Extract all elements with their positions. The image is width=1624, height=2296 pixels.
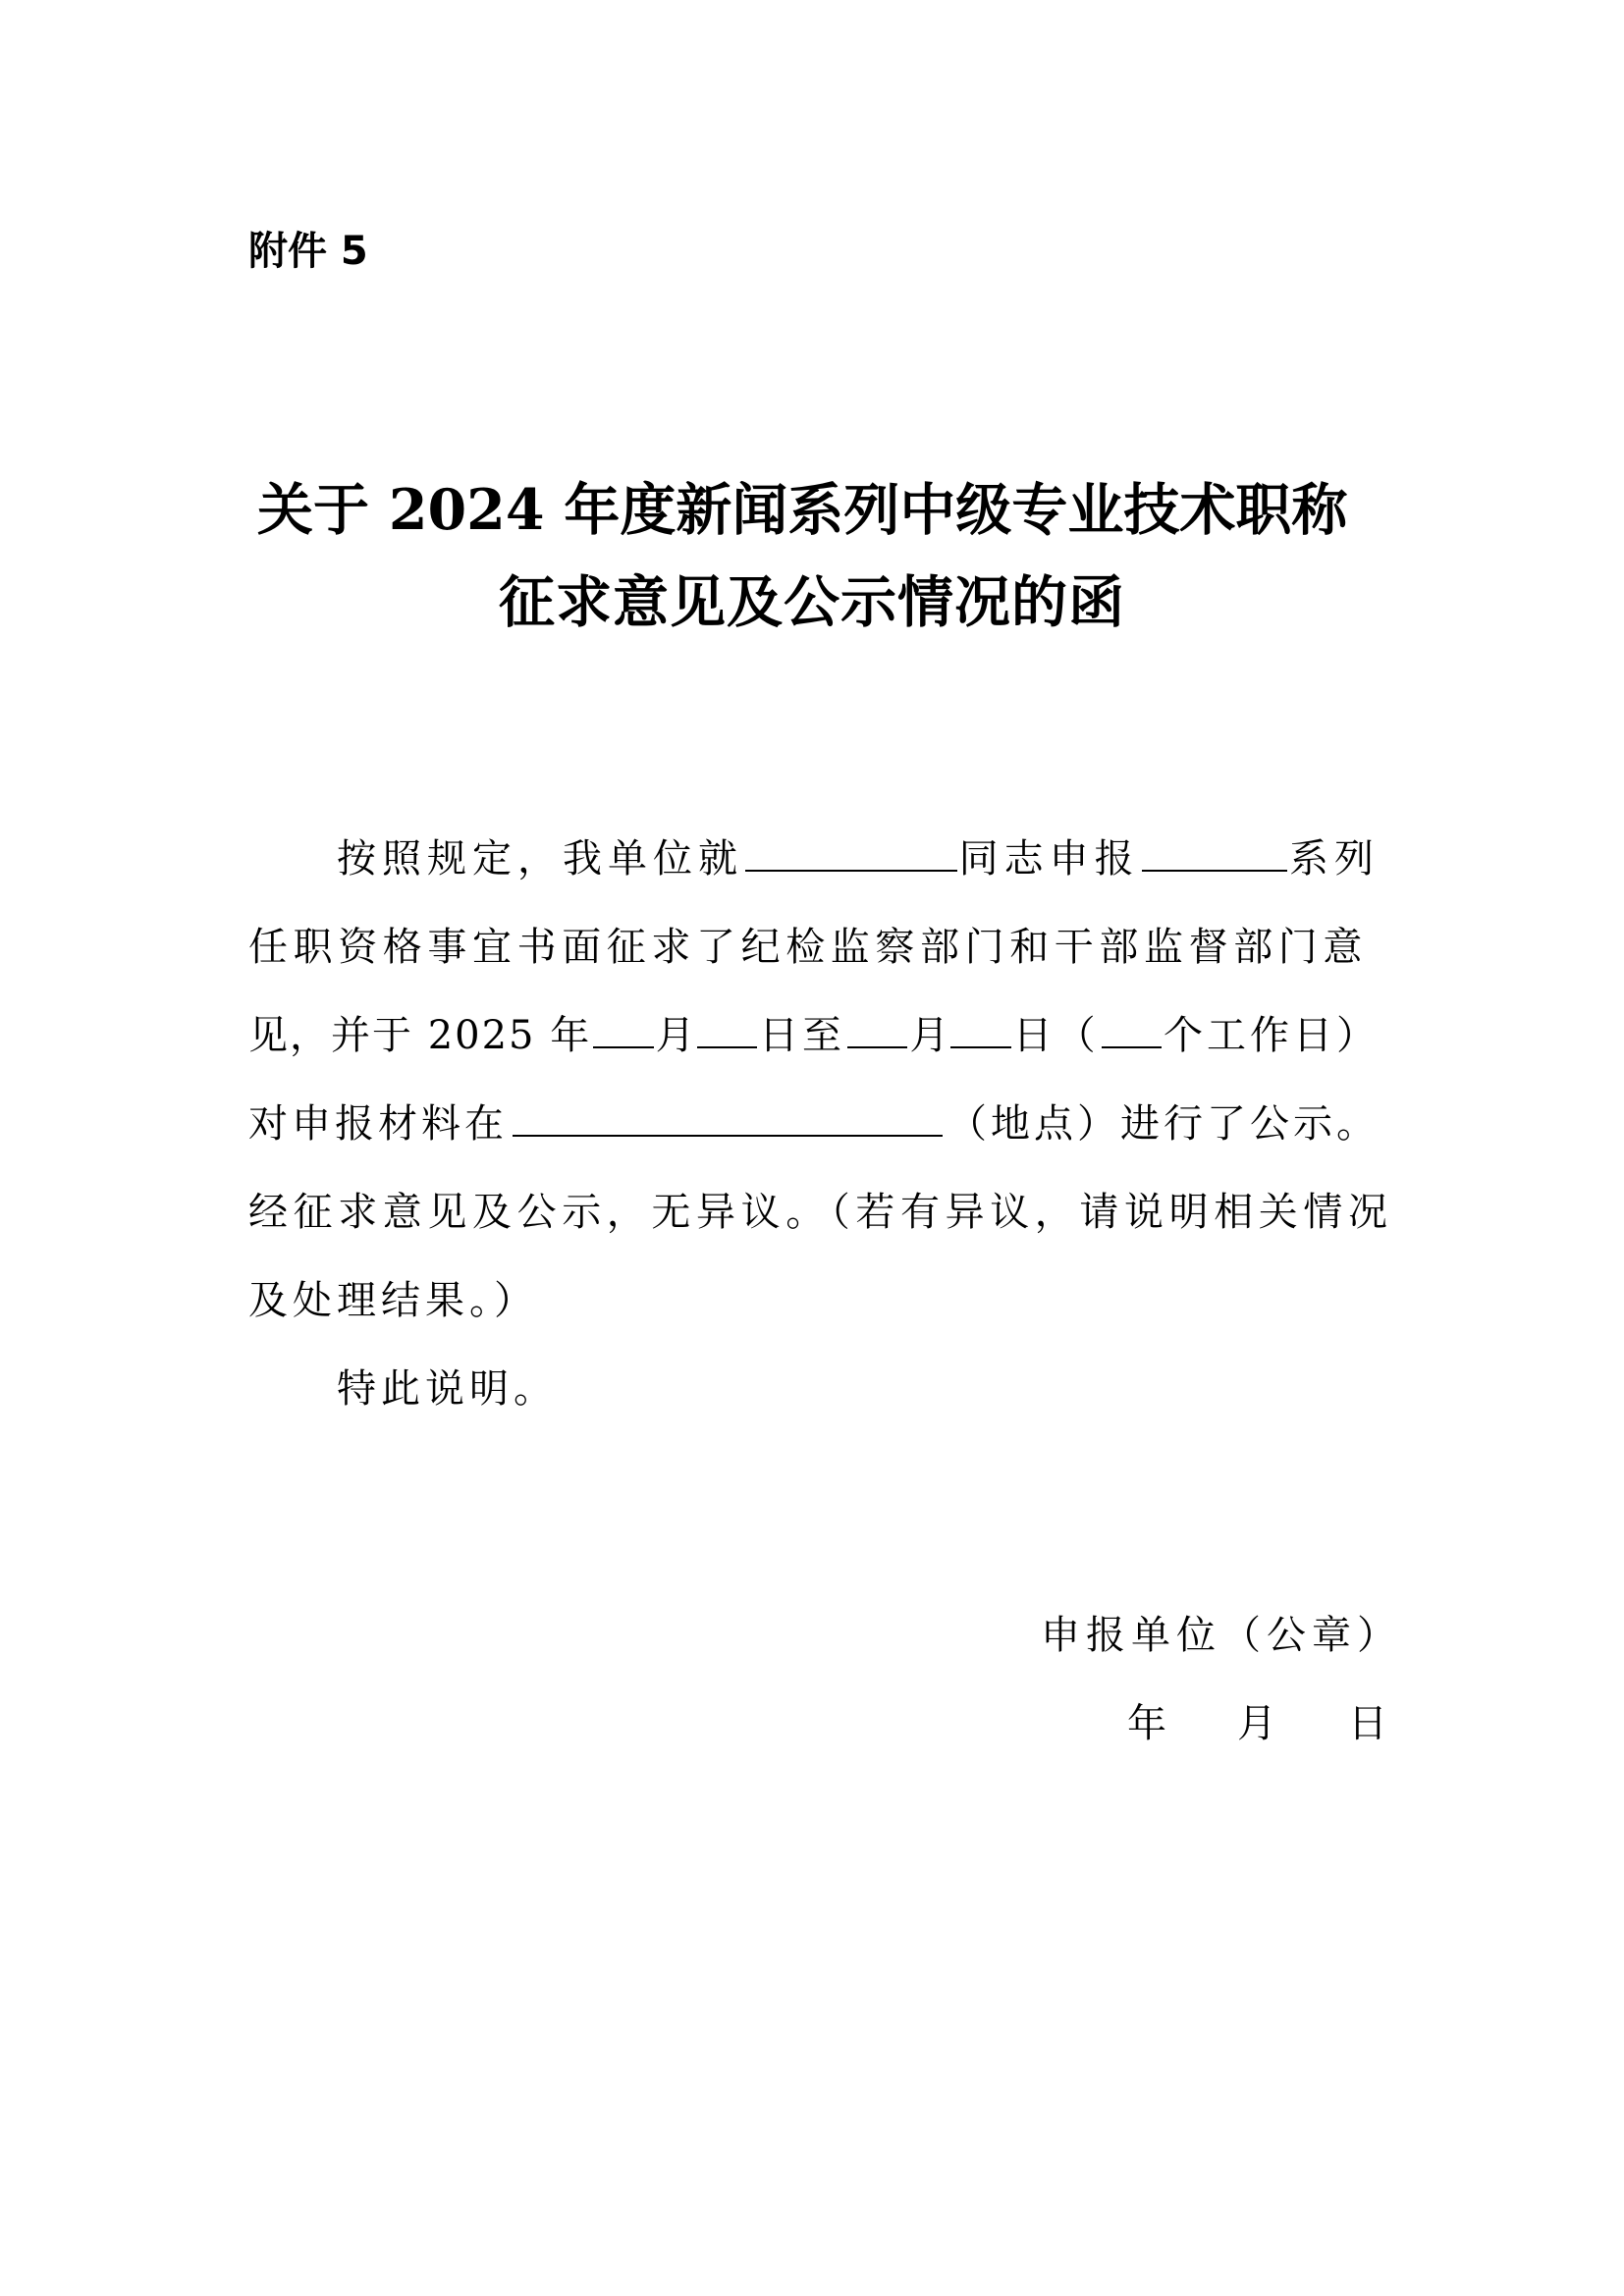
start-month-blank[interactable] — [593, 1007, 653, 1048]
body-line-6: 及处理结果。） — [248, 1278, 538, 1323]
end-day-blank[interactable] — [950, 1007, 1010, 1048]
body-text: 对申报材料在 — [248, 1101, 508, 1147]
name-blank[interactable] — [745, 830, 957, 872]
body-line-3 — [248, 1006, 1380, 1065]
body-text: 个工作日） — [1164, 1013, 1380, 1058]
body-line-1 — [248, 829, 1380, 888]
location-blank[interactable] — [513, 1095, 943, 1137]
end-month-blank[interactable] — [847, 1007, 907, 1048]
body-line-2: 任职资格事宜书面征求了纪检监察部门和干部监督部门意 — [248, 925, 1368, 970]
body-text: （地点）进行了公示。 — [947, 1101, 1380, 1147]
attachment-label: 附件 5 — [248, 229, 368, 274]
sign-year: 年 — [1127, 1701, 1166, 1746]
body-text: 系列 — [1289, 836, 1380, 881]
body-text: 见，并于 2025 年 — [248, 1013, 592, 1058]
applicant-unit-seal: 申报单位（公章） — [1041, 1613, 1402, 1658]
workday-count-blank[interactable] — [1102, 1007, 1162, 1048]
body-text: 按照规定，我单位就 — [337, 836, 743, 881]
sign-month: 月 — [1237, 1701, 1276, 1746]
body-line-5: 经征求意见及公示，无异议。（若有异议，请说明相关情况 — [248, 1190, 1393, 1235]
body-text: 同志申报 — [958, 836, 1140, 881]
document-title-line-2: 征求意见及公示情况的函 — [499, 569, 1125, 635]
body-text: 月 — [909, 1013, 949, 1058]
series-blank[interactable] — [1142, 830, 1287, 872]
start-day-blank[interactable] — [697, 1007, 757, 1048]
body-line-7: 特此说明。 — [337, 1366, 558, 1412]
body-text: 日至 — [758, 1013, 845, 1058]
body-line-4 — [248, 1095, 1380, 1153]
body-text: 日（ — [1012, 1013, 1100, 1058]
document-title-line-1: 关于 2024 年度新闻系列中级专业技术职称 — [257, 477, 1348, 543]
sign-day: 日 — [1348, 1701, 1387, 1746]
body-text: 月 — [655, 1013, 695, 1058]
